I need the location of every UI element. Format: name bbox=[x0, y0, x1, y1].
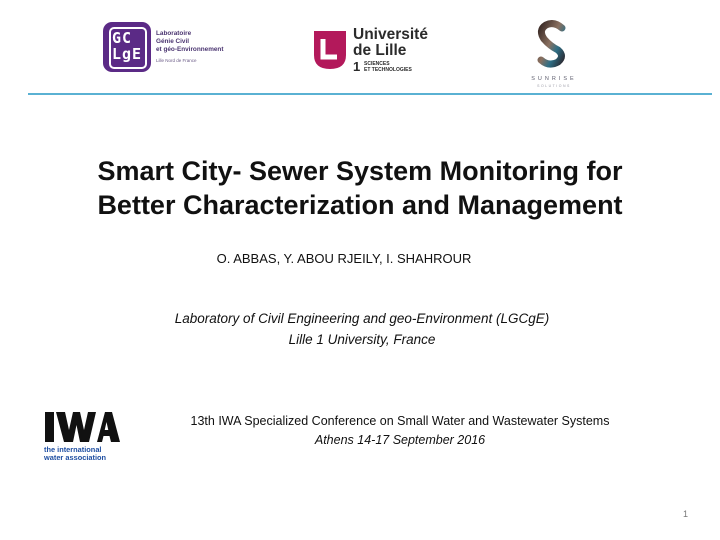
universite-subtitle-line-2: ET TECHNOLOGIES bbox=[364, 67, 412, 73]
iwa-mark-icon bbox=[44, 410, 120, 444]
affiliation bbox=[84, 308, 640, 350]
authors: O. ABBAS, Y. ABOU RJEILY, I. SHAHROUR bbox=[216, 251, 472, 266]
conference-info bbox=[140, 412, 660, 450]
iwa-subline-2: water association bbox=[44, 453, 107, 462]
universite-title-line-1: Université bbox=[353, 26, 428, 43]
lgcge-text-line-1: Laboratoire bbox=[156, 30, 192, 37]
slide-title-line-1: Smart City- Sewer System Monitoring for bbox=[97, 156, 623, 186]
slide-title bbox=[40, 154, 680, 222]
lgcge-text-line-2: Génie Civil bbox=[156, 38, 190, 45]
slide-title-line-2: Better Characterization and Management bbox=[97, 190, 623, 220]
header-divider bbox=[28, 93, 712, 95]
page-number: 1 bbox=[682, 509, 688, 519]
lgcge-subline: Lille Nord de France bbox=[156, 58, 197, 63]
universite-number: 1 bbox=[353, 59, 361, 74]
universite-title-line-2: de Lille bbox=[353, 42, 407, 59]
conference-name: 13th IWA Specialized Conference on Small Water and Wastewater Systems bbox=[190, 414, 610, 428]
sunrise-name: SUNRISE bbox=[531, 76, 577, 82]
affiliation-line-2: Lille 1 University, France bbox=[288, 332, 436, 347]
universite-de-lille-mark bbox=[312, 29, 348, 71]
sunrise-subline: SOLUTIONS bbox=[537, 84, 571, 88]
universite-subtitle-line-1: SCIENCES bbox=[364, 61, 390, 67]
sunrise-s-icon bbox=[532, 20, 572, 68]
lgcge-logo-mark bbox=[103, 22, 151, 72]
lgcge-text-line-3: et géo-Environnement bbox=[156, 46, 224, 53]
iwa-subline-1: the international bbox=[44, 445, 102, 454]
sunrise-logo bbox=[520, 20, 588, 92]
iwa-logo bbox=[44, 410, 120, 472]
lgcge-logo bbox=[103, 22, 228, 74]
conference-date: Athens 14-17 September 2016 bbox=[314, 433, 486, 447]
lgcge-mark-line-1: GC bbox=[112, 29, 133, 47]
universite-de-lille-logo bbox=[312, 26, 432, 78]
lgcge-mark-line-2: LgE bbox=[112, 45, 143, 63]
affiliation-line-1: Laboratory of Civil Engineering and geo-Environment (LGCgE) bbox=[174, 311, 550, 326]
